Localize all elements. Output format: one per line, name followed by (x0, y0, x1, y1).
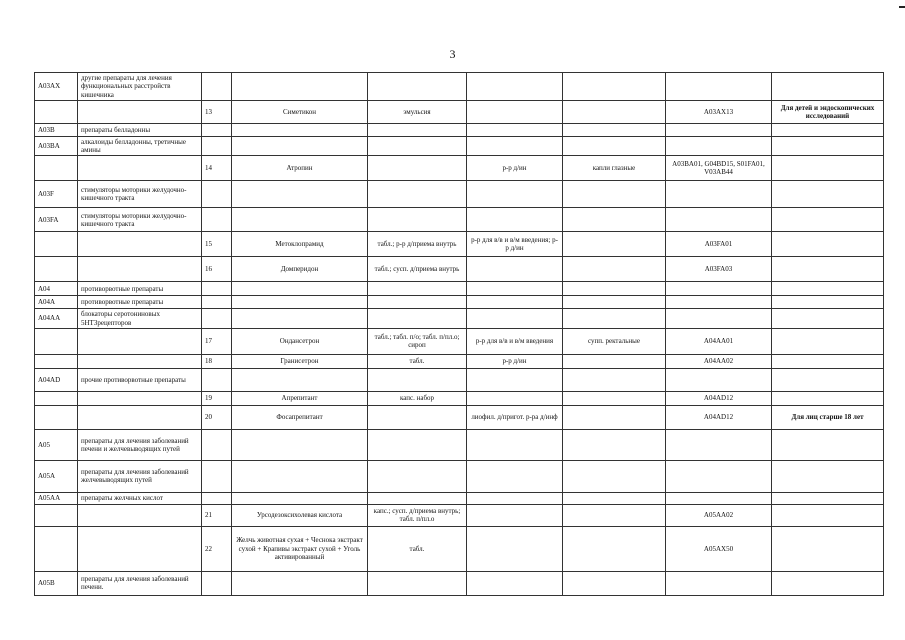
dosage-form-oral: табл.; сусп. д/приема внутрь (368, 257, 467, 282)
atc-group-code: A04 (35, 282, 78, 296)
atc-group-code (35, 504, 78, 526)
atc-group-code (35, 232, 78, 257)
usage-note (772, 296, 884, 309)
item-number: 16 (202, 257, 232, 282)
table-row (35, 123, 884, 136)
atc-code: A04AD12 (666, 391, 772, 405)
dosage-form-injection: р-р для в/в и в/м введения (467, 328, 563, 354)
atc-group-name: стимуляторы моторики желудочно-кишечного тракта (78, 181, 202, 208)
table-row (35, 296, 884, 309)
dosage-form-injection (467, 123, 563, 136)
dosage-form-oral: табл.; табл. п/о; табл. п/пл.о; сироп (368, 328, 467, 354)
dosage-form-oral (368, 282, 467, 296)
dosage-form-other (563, 460, 666, 492)
atc-code: A05AX50 (666, 526, 772, 571)
atc-group-code: A03BA (35, 136, 78, 156)
item-number: 15 (202, 232, 232, 257)
dosage-form-oral (368, 123, 467, 136)
dosage-form-other (563, 492, 666, 504)
item-number (202, 181, 232, 208)
table-row (35, 354, 884, 368)
drug-name: Атропин (232, 156, 368, 181)
atc-code (666, 73, 772, 101)
drug-name: Домперидон (232, 257, 368, 282)
dosage-form-injection (467, 208, 563, 232)
table-row (35, 504, 884, 526)
atc-code (666, 282, 772, 296)
atc-code (666, 309, 772, 329)
dosage-form-injection: р-р д/ин (467, 156, 563, 181)
drug-name (232, 492, 368, 504)
atc-group-code (35, 257, 78, 282)
corner-mark (899, 6, 905, 8)
atc-code (666, 296, 772, 309)
atc-code (666, 208, 772, 232)
atc-code (666, 571, 772, 595)
atc-code: A03BA01, G04BD15, S01FA01, V03AB44 (666, 156, 772, 181)
dosage-form-injection (467, 429, 563, 460)
dosage-form-injection (467, 368, 563, 391)
dosage-form-injection: р-р для в/в и в/м введения; р-р д/ин (467, 232, 563, 257)
table-row (35, 282, 884, 296)
atc-group-name: прочие противорвотные препараты (78, 368, 202, 391)
dosage-form-other (563, 208, 666, 232)
atc-group-code: A05A (35, 460, 78, 492)
atc-group-name: препараты для лечения заболеваний печени. (78, 571, 202, 595)
table-row (35, 73, 884, 101)
table-row (35, 571, 884, 595)
table-row (35, 460, 884, 492)
dosage-form-other (563, 232, 666, 257)
atc-code: A04AD12 (666, 405, 772, 429)
atc-group-code (35, 156, 78, 181)
usage-note: Для лиц старше 18 лет (772, 405, 884, 429)
usage-note (772, 492, 884, 504)
dosage-form-oral (368, 156, 467, 181)
drug-name: Гранисетрон (232, 354, 368, 368)
item-number: 19 (202, 391, 232, 405)
usage-note (772, 571, 884, 595)
usage-note (772, 429, 884, 460)
atc-group-code (35, 100, 78, 123)
drug-name: Ондансетрон (232, 328, 368, 354)
dosage-form-injection (467, 136, 563, 156)
dosage-form-oral (368, 460, 467, 492)
usage-note (772, 136, 884, 156)
dosage-form-injection (467, 257, 563, 282)
usage-note (772, 208, 884, 232)
item-number (202, 571, 232, 595)
drug-name (232, 282, 368, 296)
table-row (35, 492, 884, 504)
dosage-form-injection (467, 282, 563, 296)
atc-code (666, 368, 772, 391)
dosage-form-other (563, 73, 666, 101)
dosage-form-other: супп. ректальные (563, 328, 666, 354)
atc-group-name (78, 100, 202, 123)
drug-name: Урсодезоксихолевая кислота (232, 504, 368, 526)
atc-group-name (78, 391, 202, 405)
item-number (202, 309, 232, 329)
atc-group-name: блокаторы серотониновых 5HT3рецепторов (78, 309, 202, 329)
dosage-form-other (563, 257, 666, 282)
atc-group-name: алкалоиды белладонны, третичные амины (78, 136, 202, 156)
atc-group-code: A03F (35, 181, 78, 208)
dosage-form-injection (467, 571, 563, 595)
item-number: 21 (202, 504, 232, 526)
atc-group-name: другие препараты для лечения функциональных расстройств кишечника (78, 73, 202, 101)
table-row (35, 429, 884, 460)
atc-group-name (78, 328, 202, 354)
dosage-form-other: капли глазные (563, 156, 666, 181)
usage-note (772, 232, 884, 257)
table-row (35, 208, 884, 232)
table-row (35, 368, 884, 391)
dosage-form-injection (467, 181, 563, 208)
item-number (202, 282, 232, 296)
atc-group-code (35, 391, 78, 405)
dosage-form-other (563, 526, 666, 571)
item-number: 18 (202, 354, 232, 368)
atc-group-code (35, 526, 78, 571)
table-row (35, 156, 884, 181)
usage-note (772, 257, 884, 282)
usage-note (772, 354, 884, 368)
item-number (202, 460, 232, 492)
dosage-form-oral (368, 181, 467, 208)
dosage-form-other (563, 123, 666, 136)
atc-code: A05AA02 (666, 504, 772, 526)
item-number: 17 (202, 328, 232, 354)
atc-group-name: препараты желчных кислот (78, 492, 202, 504)
atc-group-name (78, 504, 202, 526)
dosage-form-oral (368, 368, 467, 391)
dosage-form-injection (467, 460, 563, 492)
dosage-form-oral: табл. (368, 526, 467, 571)
dosage-form-oral (368, 309, 467, 329)
atc-group-name: препараты белладонны (78, 123, 202, 136)
usage-note (772, 526, 884, 571)
item-number (202, 123, 232, 136)
usage-note (772, 73, 884, 101)
table-row (35, 391, 884, 405)
item-number (202, 136, 232, 156)
drug-name (232, 73, 368, 101)
item-number: 13 (202, 100, 232, 123)
atc-group-name (78, 405, 202, 429)
usage-note (772, 328, 884, 354)
table-row (35, 328, 884, 354)
dosage-form-oral (368, 571, 467, 595)
dosage-form-oral: капс.; сусп. д/приема внутрь; табл. п/пл.о (368, 504, 467, 526)
usage-note (772, 156, 884, 181)
dosage-form-injection: р-р д/ин (467, 354, 563, 368)
table-body (35, 73, 884, 596)
atc-code: A03FA03 (666, 257, 772, 282)
dosage-form-injection (467, 100, 563, 123)
drug-name: Фосапрепитант (232, 405, 368, 429)
dosage-form-oral (368, 136, 467, 156)
item-number (202, 492, 232, 504)
drug-name: Желчь животная сухая + Чеснока экстракт сухой + Крапивы экстракт сухой + Уголь активированный (232, 526, 368, 571)
item-number (202, 296, 232, 309)
atc-group-name (78, 354, 202, 368)
dosage-form-other (563, 429, 666, 460)
dosage-form-injection (467, 296, 563, 309)
item-number (202, 208, 232, 232)
dosage-form-oral (368, 208, 467, 232)
drug-name (232, 123, 368, 136)
atc-group-code: A03FA (35, 208, 78, 232)
dosage-form-oral (368, 429, 467, 460)
atc-group-code: A03AX (35, 73, 78, 101)
drug-name (232, 368, 368, 391)
atc-group-name (78, 526, 202, 571)
drug-name (232, 296, 368, 309)
atc-group-name: противорвотные препараты (78, 282, 202, 296)
dosage-form-other (563, 309, 666, 329)
drug-name (232, 460, 368, 492)
dosage-form-oral (368, 405, 467, 429)
table-row (35, 136, 884, 156)
drug-table (34, 72, 884, 596)
atc-group-code: A04AD (35, 368, 78, 391)
item-number (202, 429, 232, 460)
dosage-form-oral (368, 296, 467, 309)
usage-note (772, 460, 884, 492)
dosage-form-oral: эмульсия (368, 100, 467, 123)
dosage-form-injection (467, 73, 563, 101)
dosage-form-oral (368, 73, 467, 101)
atc-group-name: стимуляторы моторики желудочно-кишечного тракта (78, 208, 202, 232)
atc-group-code (35, 328, 78, 354)
atc-group-name: препараты для лечения заболеваний желчевыводящих путей (78, 460, 202, 492)
atc-code: A04AA02 (666, 354, 772, 368)
item-number: 22 (202, 526, 232, 571)
table-row (35, 232, 884, 257)
page-number: 3 (449, 47, 456, 61)
atc-group-code: A03B (35, 123, 78, 136)
dosage-form-oral: табл. (368, 354, 467, 368)
atc-group-code: A05 (35, 429, 78, 460)
drug-name: Симетикон (232, 100, 368, 123)
usage-note: Для детей и эндоскопических исследований (772, 100, 884, 123)
dosage-form-other (563, 405, 666, 429)
dosage-form-oral: табл.; р-р д/приема внутрь (368, 232, 467, 257)
atc-code: A03FA01 (666, 232, 772, 257)
dosage-form-other (563, 296, 666, 309)
dosage-form-oral: капс. набор (368, 391, 467, 405)
atc-group-name (78, 232, 202, 257)
table-row (35, 309, 884, 329)
table-row (35, 181, 884, 208)
atc-group-code: A05B (35, 571, 78, 595)
atc-code (666, 429, 772, 460)
atc-code (666, 181, 772, 208)
atc-code (666, 460, 772, 492)
dosage-form-other (563, 181, 666, 208)
item-number: 20 (202, 405, 232, 429)
atc-group-code (35, 405, 78, 429)
dosage-form-injection (467, 526, 563, 571)
atc-group-code: A05AA (35, 492, 78, 504)
dosage-form-other (563, 136, 666, 156)
usage-note (772, 391, 884, 405)
dosage-form-oral (368, 492, 467, 504)
dosage-form-injection: лиофил. д/пригот. р-ра д/инф (467, 405, 563, 429)
atc-code (666, 492, 772, 504)
dosage-form-other (563, 100, 666, 123)
drug-name: Метоклопрамид (232, 232, 368, 257)
usage-note (772, 181, 884, 208)
atc-group-code: A04AA (35, 309, 78, 329)
usage-note (772, 282, 884, 296)
atc-code (666, 136, 772, 156)
dosage-form-injection (467, 391, 563, 405)
table-row (35, 405, 884, 429)
drug-name (232, 309, 368, 329)
drug-name (232, 429, 368, 460)
dosage-form-injection (467, 309, 563, 329)
atc-group-name (78, 156, 202, 181)
atc-code: A03AX13 (666, 100, 772, 123)
drug-name (232, 208, 368, 232)
drug-name: Апрепитант (232, 391, 368, 405)
table-row (35, 100, 884, 123)
atc-group-code (35, 354, 78, 368)
atc-group-name (78, 257, 202, 282)
drug-name (232, 571, 368, 595)
atc-group-code: A04A (35, 296, 78, 309)
usage-note (772, 368, 884, 391)
dosage-form-other (563, 354, 666, 368)
atc-code (666, 123, 772, 136)
drug-name (232, 136, 368, 156)
dosage-form-other (563, 282, 666, 296)
drug-name (232, 181, 368, 208)
item-number (202, 73, 232, 101)
usage-note (772, 504, 884, 526)
item-number (202, 368, 232, 391)
item-number: 14 (202, 156, 232, 181)
dosage-form-other (563, 504, 666, 526)
dosage-form-injection (467, 504, 563, 526)
dosage-form-other (563, 368, 666, 391)
table-row (35, 526, 884, 571)
dosage-form-other (563, 391, 666, 405)
table-row (35, 257, 884, 282)
atc-group-name: препараты для лечения заболеваний печени и желчевыводящих путей (78, 429, 202, 460)
atc-code: A04AA01 (666, 328, 772, 354)
usage-note (772, 123, 884, 136)
dosage-form-injection (467, 492, 563, 504)
usage-note (772, 309, 884, 329)
dosage-form-other (563, 571, 666, 595)
atc-group-name: противорвотные препараты (78, 296, 202, 309)
